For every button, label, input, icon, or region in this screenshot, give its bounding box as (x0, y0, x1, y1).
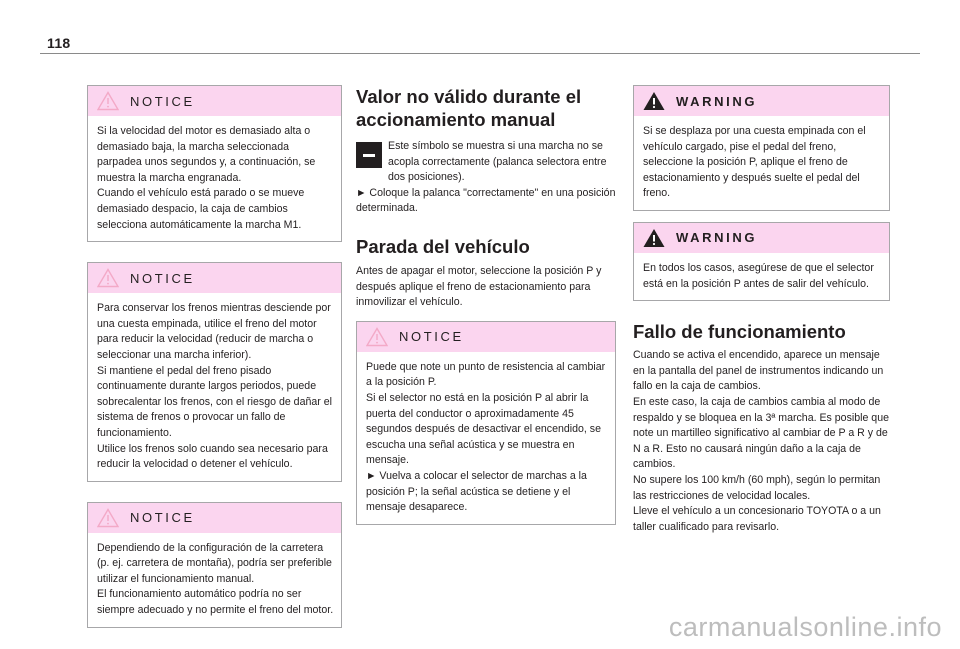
warning-header (634, 86, 889, 116)
warning-text: En todos los casos, asegúrese de que el selector está en la posición P antes de salir del vehículo. (643, 261, 874, 290)
notice-text-line: Dependiendo de la configuración de la carretera (p. ej. carretera de montaña), podría ser preferible utilizar el funcionamiento manual. (97, 541, 332, 585)
malfunction-text-line: No supere los 100 km/h (60 mph), según lo permitan las restricciones de velocidad locales. (633, 473, 881, 502)
watermark-text: carmanualsonline.info (668, 612, 942, 642)
notice-label: NOTICE (130, 270, 195, 286)
notice-text-line: El funcionamiento automático podría no ser siempre adecuado y no permite el freno del motor. (97, 588, 334, 617)
instruction-step: ► Coloque la palanca "correctamente" en una posición determinada. (356, 186, 616, 215)
notice-triangle-icon (97, 268, 119, 288)
right-column (633, 85, 890, 535)
notice-triangle-icon (97, 91, 119, 111)
section-title-stopping: Parada del vehículo (356, 235, 530, 257)
notice-text-line: ► Vuelva a colocar el selector de marchas a la posición P; la señal acústica se detiene y el mensaje desaparece. (366, 469, 587, 514)
warning-label: WARNING (676, 93, 758, 109)
section-title-invalid-value: Valor no válido durante el accionamiento manual (356, 86, 582, 130)
section-title-malfunction: Fallo de funcionamiento (633, 321, 846, 343)
notice-header (357, 322, 615, 352)
notice-text-line: Cuando el vehículo está parado o se mueve demasiado despacio, la caja de cambios selecciona automáticamente la marcha M1. (97, 187, 305, 231)
notice-header (88, 86, 341, 116)
malfunction-section (633, 348, 890, 535)
notice-text-line: Utilice los frenos solo cuando sea necesario para reducir la velocidad o detener el vehículo. (97, 442, 328, 471)
warning-label: WARNING (676, 230, 758, 246)
warning-header (634, 223, 889, 253)
notice-label: NOTICE (399, 329, 464, 345)
notice-body (357, 352, 615, 524)
notice-box-3 (87, 502, 342, 628)
warning-triangle-icon (643, 228, 665, 248)
notice-box-middle (356, 321, 616, 525)
malfunction-text-line: Lleve el vehículo a un concesionario TOYOTA o a un taller cualificado para revisarlo. (633, 505, 881, 533)
notice-text-line: Si mantiene el pedal del freno pisado continuamente durante largos periodos, puede sobrecalentar los frenos, con el riesgo de dañar el sistema de frenos o provocar un fallo de funcionamiento. (97, 364, 332, 439)
gear-symbol-row (356, 139, 616, 186)
notice-box-2 (87, 262, 342, 482)
malfunction-text-line: En este caso, la caja de cambios cambia al modo de respaldo y se bloquea en la 3ª marcha. Es posible que note un martilleo significativo al cambiar de P a R y de N a R. Esto no causará ningún daño a la caja de cambios. (633, 395, 889, 471)
warning-body (634, 116, 889, 210)
warning-body (634, 253, 889, 300)
page-number: 118 (47, 35, 71, 51)
notice-text-line: Puede que note un punto de resistencia al cambiar a la posición P. (366, 360, 606, 389)
notice-triangle-icon (97, 508, 119, 528)
malfunction-text-line: Cuando se activa el encendido, aparece un mensaje en la pantalla del panel de instrumentos indicando un fallo en la caja de cambios. (633, 349, 884, 393)
notice-text-line: Si la velocidad del motor es demasiado alta o demasiado baja, la marcha seleccionada parpadea unos segundos y, a continuación, se muestra la marcha engranada. (97, 125, 316, 184)
notice-header (88, 503, 341, 533)
notice-triangle-icon (366, 327, 388, 347)
top-rule (40, 53, 920, 54)
left-column (87, 85, 342, 628)
notice-label: NOTICE (130, 93, 195, 109)
stopping-section (356, 264, 616, 311)
notice-label: NOTICE (130, 510, 195, 526)
notice-body (88, 533, 341, 627)
warning-box-2 (633, 222, 890, 301)
invalid-value-section (356, 139, 616, 217)
stopping-text: Antes de apagar el motor, seleccione la posición P y después aplique el freno de estacionamiento para inmovilizar el vehículo. (356, 264, 602, 309)
middle-column (356, 85, 616, 525)
notice-body (88, 116, 341, 241)
notice-text-line: Si el selector no está en la posición P al abrir la puerta del conductor o aproximadamente 45 segundos después de desactivar el encendido, se escucha una señal acústica y se muestra en mensaje. (366, 391, 601, 467)
warning-triangle-icon (643, 91, 665, 111)
notice-text-line: Para conservar los frenos mientras desciende por una cuesta empinada, utilice el freno del motor para reducir la velocidad (reducir de marcha o seleccionar una marcha inferior). (97, 302, 331, 361)
notice-header (88, 263, 341, 293)
invalid-gear-symbol-icon (356, 142, 382, 168)
warning-text: Si se desplaza por una cuesta empinada con el vehículo cargado, pise el pedal del freno, seleccione la posición P, aplique el freno de estacionamiento y después suelte el pedal del freno. (643, 125, 866, 200)
notice-box-1 (87, 85, 342, 242)
symbol-description: Este símbolo se muestra si una marcha no se acopla correctamente (palanca selectora entre dos posiciones). (388, 140, 607, 184)
warning-box-1 (633, 85, 890, 211)
notice-body (88, 293, 341, 481)
